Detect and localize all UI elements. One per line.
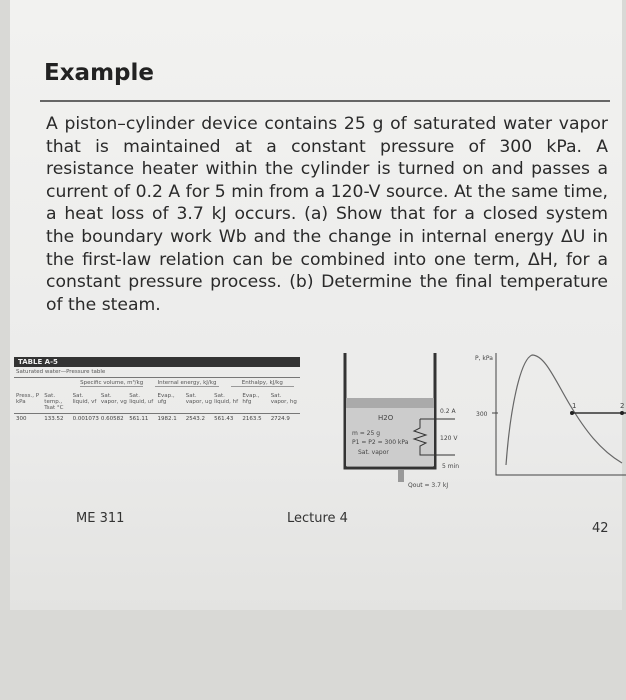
state-1-label: 1 — [572, 402, 577, 410]
lecture-number: Lecture 4 — [287, 511, 348, 526]
mass-label: m = 25 g — [352, 430, 381, 437]
column-header: Press., P kPa — [16, 393, 40, 405]
current-label: 0.2 A — [440, 408, 456, 415]
heat-label: Qout = 3.7 kJ — [408, 482, 449, 489]
plot-tick: 300 — [476, 411, 488, 418]
header-row — [14, 391, 300, 414]
table-cell: 0.60582 — [100, 416, 124, 422]
plot-ylabel: P, kPa — [475, 355, 493, 362]
state-label: Sat. vapor — [358, 449, 389, 456]
column-header: Evap., hfg — [242, 393, 260, 405]
column-header: Sat. liquid, uf — [129, 393, 154, 405]
piston — [346, 398, 434, 408]
problem-text: A piston–cylinder device contains 25 g of saturated water vapor that is maintained at a constant pressure of 300 kPa. A resistance heater within the cylinder is turned on and passes a current of 0.2 A for 5 min from a 120-V source. At the same time, a heat loss of 3.7 kJ occurs. (a) Show that for a closed system the boundary work Wb and the change in internal energy ΔU in the first-law relation can be combined into one term, ΔH, for a constant pressure process. (b) Determine the final temperature of the steam. — [46, 114, 608, 315]
table-cell: 561.11 — [129, 416, 149, 422]
table-label: TABLE A-5 — [14, 357, 300, 367]
table-cell: 2163.5 — [242, 416, 262, 422]
state-2-label: 2 — [620, 402, 625, 410]
piston-cylinder-diagram — [340, 350, 490, 500]
fluid-label: H2O — [378, 414, 394, 422]
pressure-label: P1 = P2 = 300 kPa — [352, 439, 409, 446]
course-code: ME 311 — [76, 511, 125, 526]
table-cell: 0.001073 — [72, 416, 99, 422]
table-cell: 2724.9 — [270, 416, 290, 422]
voltage-label: 120 V — [440, 435, 458, 442]
table-subtitle: Saturated water—Pressure table — [14, 367, 300, 378]
table-cell: 2543.2 — [185, 416, 206, 422]
column-header: Evap., ufg — [157, 393, 175, 405]
column-header: Sat. vapor, ug — [185, 393, 213, 405]
table-row — [14, 414, 300, 424]
title-divider — [40, 100, 610, 102]
table-cell: 1982.1 — [157, 416, 177, 422]
group-header: Internal energy, kJ/kg — [155, 380, 218, 387]
column-header: Sat. liquid, hf — [214, 393, 239, 405]
group-header: Specific volume, m³/kg — [80, 380, 144, 386]
column-header: Sat. vapor, hg — [270, 393, 297, 405]
table-cell: 561.43 — [214, 416, 234, 422]
table-cell: 133.52 — [44, 416, 64, 422]
table-cell: 300 — [16, 416, 27, 422]
slide-title: Example — [44, 60, 154, 86]
pv-diagram — [470, 350, 626, 490]
group-header: Enthalpy, kJ/kg — [231, 380, 294, 387]
column-header: Sat. temp., Tsat °C — [44, 393, 64, 411]
column-header: Sat. liquid, vf — [72, 393, 97, 405]
steam-table — [14, 357, 300, 424]
page-number: 42 — [592, 521, 609, 536]
column-header: Sat. vapor, vg — [100, 393, 127, 405]
time-label: 5 min — [442, 463, 460, 470]
